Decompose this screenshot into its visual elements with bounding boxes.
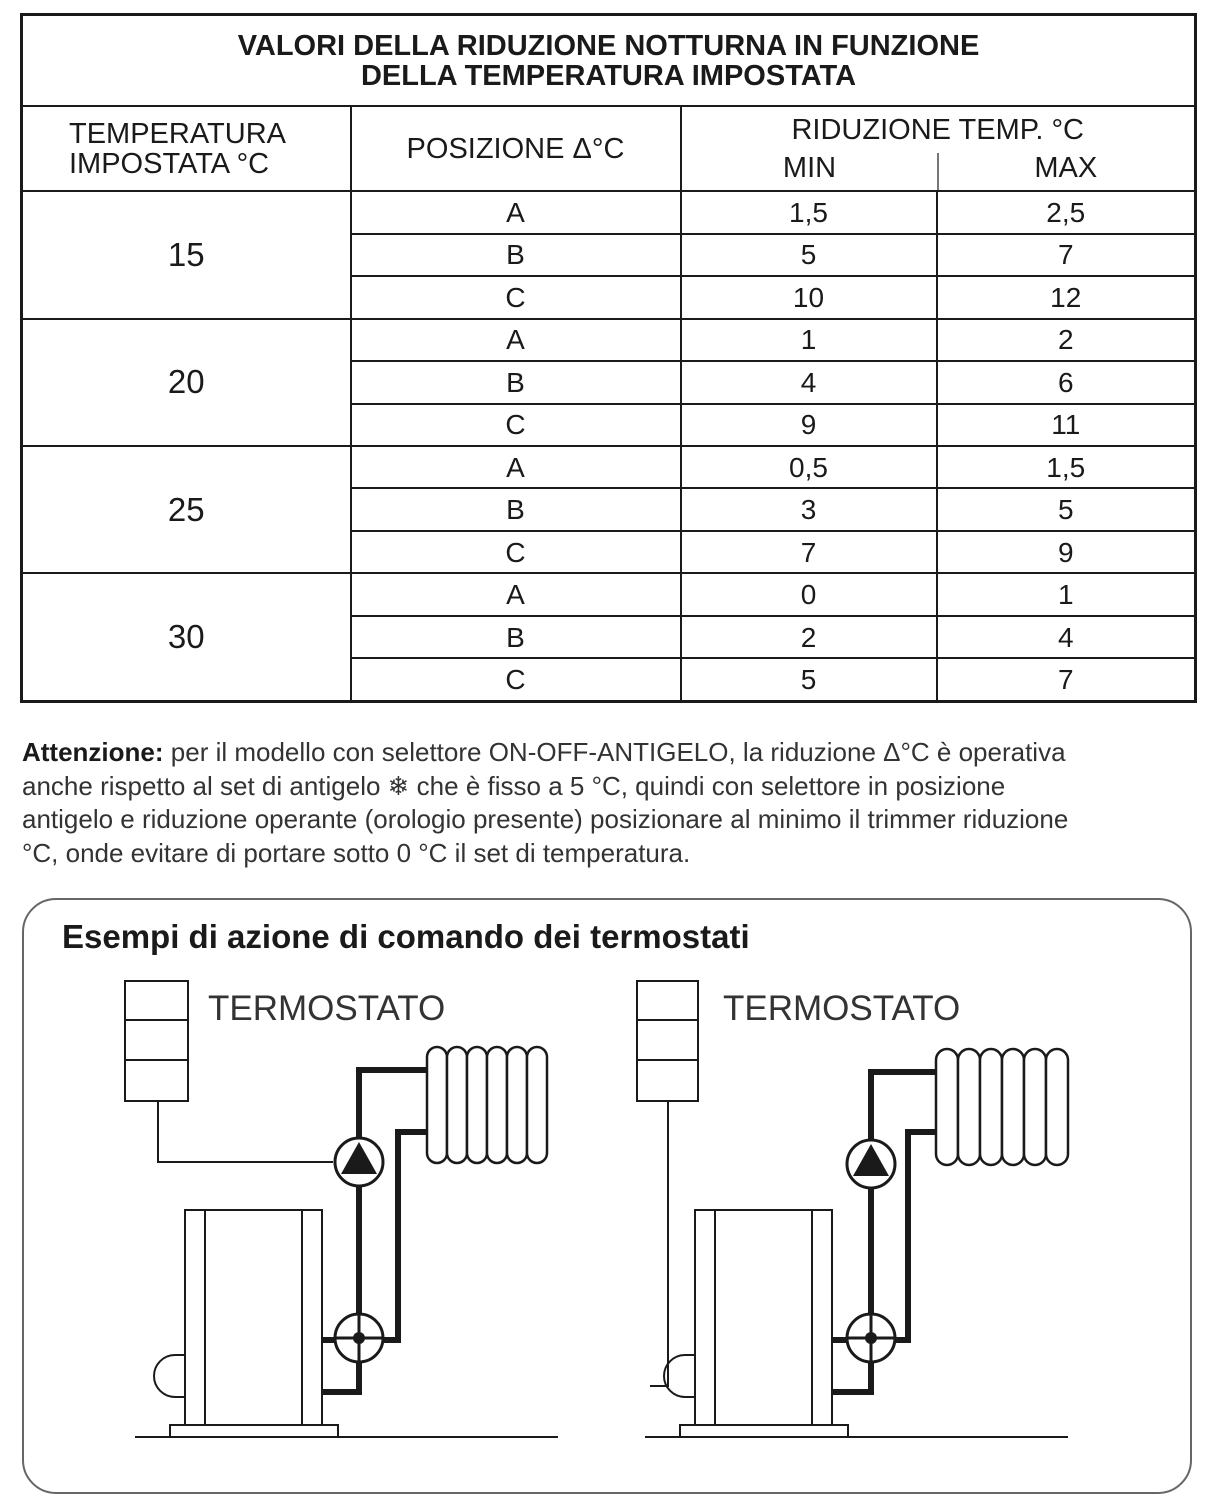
max-cell: 6 (937, 361, 1196, 403)
min-cell: 7 (681, 531, 937, 573)
radiator-icon (427, 1047, 547, 1163)
note-text1: per il modello con selettore ON-OFF-ANTIGELO, la riduzione Δ°C è operativa (163, 737, 1066, 767)
max-cell: 1 (937, 573, 1196, 615)
pump-icon (847, 1140, 895, 1188)
min-cell: 5 (681, 234, 937, 276)
note-bold-label: Attenzione: (22, 737, 164, 767)
min-cell: 4 (681, 361, 937, 403)
thermostat-icon (637, 981, 698, 1101)
header-temperature-line2: IMPOSTATA °C (69, 147, 270, 180)
table-title-line2: DELLA TEMPERATURA IMPOSTATA (360, 59, 857, 92)
position-cell: B (351, 361, 681, 403)
diagram-right (637, 981, 1068, 1437)
note-line2: anche rispetto al set di antigelo ❄ che è fisso a 5 °C, quindi con selettore in posizione (22, 770, 1006, 801)
position-cell: C (351, 276, 681, 318)
note-line4: °C, onde evitare di portare sotto 0 °C il set di temperatura. (22, 837, 691, 868)
max-cell: 1,5 (937, 446, 1196, 488)
min-cell: 2 (681, 616, 937, 658)
thermostat-label-right: TERMOSTATO (723, 989, 961, 1028)
max-cell: 5 (937, 488, 1196, 530)
pump-icon (335, 1138, 383, 1186)
max-cell: 2 (937, 319, 1196, 361)
min-cell: 5 (681, 658, 937, 701)
table-title-line1: VALORI DELLA RIDUZIONE NOTTURNA IN FUNZIONE (237, 29, 980, 62)
valve-icon (847, 1314, 895, 1362)
note-line3: antigelo e riduzione operante (orologio presente) posizionare al minimo il trimmer riduzione (22, 804, 1069, 834)
position-cell: C (351, 404, 681, 446)
valve-icon (335, 1314, 383, 1362)
header-max: MAX (1034, 152, 1098, 185)
position-cell: A (351, 191, 681, 233)
position-cell: A (351, 446, 681, 488)
control-wire (650, 1101, 668, 1386)
max-cell: 4 (937, 616, 1196, 658)
min-cell: 1 (681, 319, 937, 361)
radiator-icon (936, 1049, 1068, 1165)
thermostat-icon (125, 981, 188, 1101)
position-cell: A (351, 319, 681, 361)
min-cell: 3 (681, 488, 937, 530)
temperature-cell: 25 (22, 446, 351, 573)
min-cell: 0,5 (681, 446, 937, 488)
examples-title: Esempi di azione di comando dei termostati (62, 918, 750, 955)
position-cell: A (351, 573, 681, 615)
temperature-cell: 15 (22, 191, 351, 318)
diagram-left (125, 981, 558, 1437)
min-cell: 1,5 (681, 191, 937, 233)
thermostat-label-left: TERMOSTATO (208, 989, 446, 1028)
position-cell: B (351, 234, 681, 276)
header-reduction-title: RIDUZIONE TEMP. °C (791, 114, 1084, 147)
header-min: MIN (782, 152, 837, 185)
position-cell: C (351, 531, 681, 573)
max-cell: 2,5 (937, 191, 1196, 233)
min-cell: 10 (681, 276, 937, 318)
max-cell: 7 (937, 234, 1196, 276)
min-cell: 0 (681, 573, 937, 615)
position-cell: B (351, 488, 681, 530)
max-cell: 12 (937, 276, 1196, 318)
max-cell: 9 (937, 531, 1196, 573)
temperature-cell: 20 (22, 319, 351, 446)
temperature-cell: 30 (22, 573, 351, 701)
header-temperature-line1: TEMPERATURA (69, 117, 286, 150)
min-cell: 9 (681, 404, 937, 446)
header-position: POSIZIONE Δ°C (351, 106, 681, 191)
max-cell: 11 (937, 404, 1196, 446)
control-wire (158, 1101, 333, 1162)
position-cell: B (351, 616, 681, 658)
position-cell: C (351, 658, 681, 701)
max-cell: 7 (937, 658, 1196, 701)
